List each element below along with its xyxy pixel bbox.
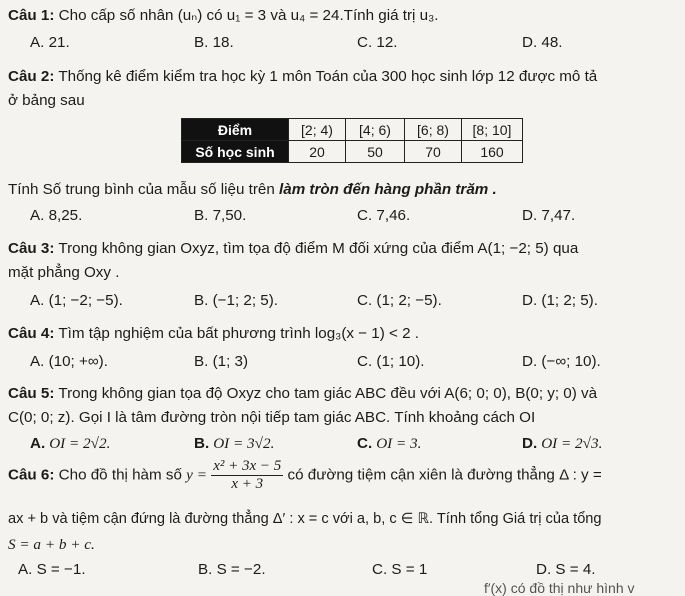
q5-option-c: C. OI = 3. [357, 435, 422, 452]
q1-option-c: C. 12. [357, 34, 398, 51]
q2-option-d: D. 7,47. [522, 207, 576, 224]
q3-option-a: A. (1; −2; −5). [30, 292, 123, 309]
q6-stem-line2: ax + b và tiệm cận đứng là đường thẳng Δ′ : x = c với a, b, c ∈ ℝ. Tính tổng Giá trị của tổng [8, 511, 602, 527]
q5-option-a: A. OI = 2√2. [30, 435, 111, 452]
q2-ask-text: Tính Số trung bình của mẫu số liệu trên [8, 181, 275, 198]
q3-option-d: D. (1; 2; 5). [522, 292, 598, 309]
q2-ask [8, 181, 497, 198]
q1-option-b: B. 18. [194, 34, 234, 51]
q2-stem-line1 [8, 68, 597, 85]
q5-option-b: B. OI = 3√2. [194, 435, 275, 452]
q5-option-d-value: OI = 2√3. [541, 435, 603, 452]
q5-option-a-value: OI = 2√2. [49, 435, 111, 452]
q5-stem-line2: C(0; 0; z). Gọi I là tâm đường tròn nội tiếp tam giác ABC. Tính khoảng cách OI [8, 409, 536, 426]
q4-option-d: D. (−∞; 10). [522, 353, 601, 370]
q4-option-c: C. (1; 10). [357, 353, 425, 370]
q2-option-b: B. 7,50. [194, 207, 247, 224]
table-cell-count-2: 50 [346, 141, 405, 163]
q6-pre: Cho đồ thị hàm số [58, 466, 182, 484]
q6-option-c: C. S = 1 [372, 561, 428, 578]
table-row-counts [182, 141, 523, 163]
table-cell-interval-1: [2; 4) [289, 119, 346, 141]
q3-option-b: B. (−1; 2; 5). [194, 292, 278, 309]
q3-option-c: C. (1; 2; −5). [357, 292, 442, 309]
q4-option-a: A. (10; +∞). [30, 353, 108, 370]
q1-text: Cho cấp số nhân (uₙ) có u₁ = 3 và u₄ = 24.Tính giá trị u₃. [58, 7, 439, 24]
q1-option-d: D. 48. [522, 34, 563, 51]
q3-stem-line2: mặt phẳng Oxy . [8, 264, 120, 281]
q2-option-c: C. 7,46. [357, 207, 411, 224]
q3-label: Câu 3: [8, 240, 55, 257]
q6-post: có đường tiệm cận xiên là đường thẳng Δ : y = [287, 466, 602, 484]
table-cell-interval-3: [6; 8) [405, 119, 462, 141]
frequency-table [181, 118, 523, 163]
q3-text1: Trong không gian Oxyz, tìm tọa độ điểm M đối xứng của điểm A(1; −2; 5) qua [58, 240, 579, 257]
q2-stem-line2: ở bảng sau [8, 92, 85, 109]
q5-label: Câu 5: [8, 385, 55, 402]
q2-ask-emphasis: làm tròn đến hàng phần trăm . [279, 181, 497, 198]
table-header-diem: Điểm [182, 119, 289, 141]
q1-label: Câu 1: [8, 7, 55, 24]
q4-text: Tìm tập nghiệm của bất phương trình log₃(x − 1) < 2 . [58, 325, 419, 342]
q4-stem [8, 325, 419, 342]
table-cell-count-4: 160 [462, 141, 523, 163]
cutoff-text: f′(x) có đồ thị như hình v [484, 580, 635, 596]
q6-denominator: x + 3 [231, 476, 264, 492]
q1-stem [8, 6, 439, 24]
q6-stem-line1 [8, 458, 602, 493]
q3-stem-line1 [8, 240, 578, 257]
table-cell-interval-2: [4; 6) [346, 119, 405, 141]
q6-option-d: D. S = 4. [536, 561, 596, 578]
q6-label: Câu 6: [8, 466, 55, 484]
table-cell-count-1: 20 [289, 141, 346, 163]
q6-y-eq: y = [186, 466, 207, 484]
q2-text1: Thống kê điểm kiểm tra học kỳ 1 môn Toán của 300 học sinh lớp 12 được mô tả [58, 68, 598, 85]
q2-option-a: A. 8,25. [30, 207, 83, 224]
table-cell-interval-4: [8; 10] [462, 119, 523, 141]
q4-option-b: B. (1; 3) [194, 353, 249, 370]
q5-option-d: D. OI = 2√3. [522, 435, 603, 452]
q6-numerator: x² + 3x − 5 [213, 458, 282, 474]
q5-stem-line1 [8, 385, 597, 402]
table-row-scores [182, 119, 523, 141]
table-header-so-hoc-sinh: Số học sinh [182, 141, 289, 163]
q6-fraction [211, 458, 283, 493]
q4-label: Câu 4: [8, 325, 55, 342]
q5-text1: Trong không gian tọa độ Oxyz cho tam giác ABC đều với A(6; 0; 0), B(0; y; 0) và [58, 385, 598, 402]
q6-option-a: A. S = −1. [18, 561, 86, 578]
q2-label: Câu 2: [8, 68, 55, 85]
q5-option-b-value: OI = 3√2. [213, 435, 275, 452]
q1-option-a: A. 21. [30, 34, 70, 51]
q5-option-c-value: OI = 3. [376, 435, 422, 452]
q6-stem-line3: S = a + b + c. [8, 536, 95, 553]
q6-option-b: B. S = −2. [198, 561, 266, 578]
table-cell-count-3: 70 [405, 141, 462, 163]
